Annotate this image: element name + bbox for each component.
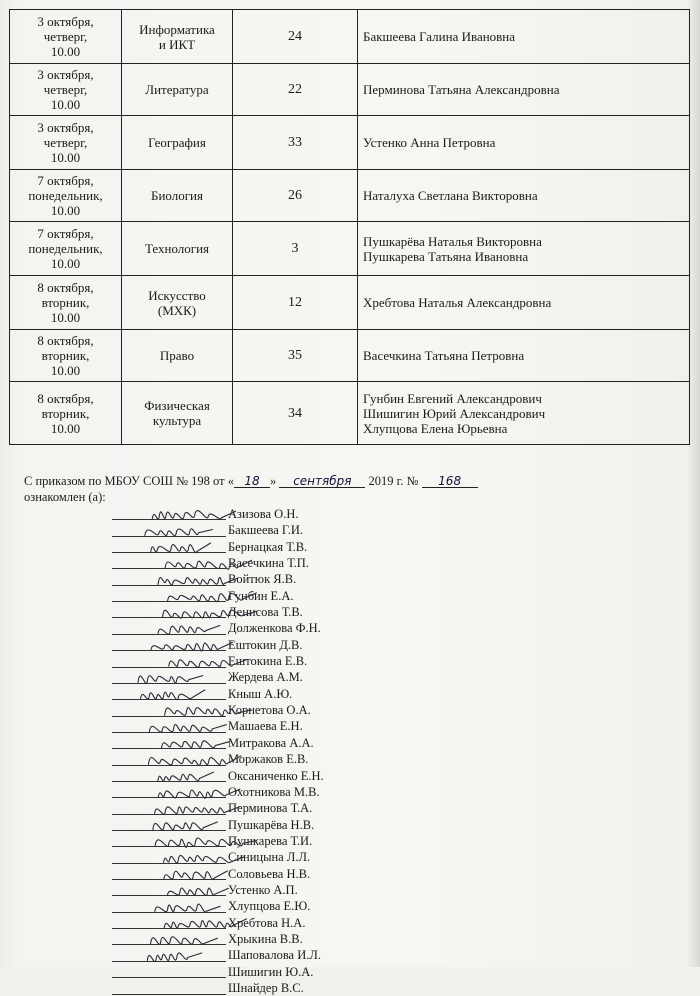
participants-cell bbox=[233, 64, 358, 116]
subject-cell-text: Биология bbox=[150, 188, 203, 203]
signatory-name: Гунбин Е.А. bbox=[228, 588, 294, 603]
date-cell-text: 8 октября, вторник, 10.00 bbox=[37, 333, 94, 378]
date-cell-text: 3 октября, четверг, 10.00 bbox=[37, 14, 94, 59]
signature-line bbox=[112, 814, 226, 815]
signatory-name: Жердева А.М. bbox=[228, 670, 303, 685]
participants-cell bbox=[233, 276, 358, 330]
signatory-name: Ештокин Д.В. bbox=[228, 637, 303, 652]
signature-line bbox=[112, 765, 226, 766]
signature-line bbox=[112, 928, 226, 929]
signature-line bbox=[112, 568, 226, 569]
schedule-row bbox=[10, 222, 690, 276]
signature-line bbox=[112, 699, 226, 700]
subject-cell-text: Литература bbox=[145, 82, 209, 97]
subject-cell bbox=[122, 116, 233, 170]
responsible-cell-text: Устенко Анна Петровна bbox=[363, 135, 496, 150]
signature-line bbox=[112, 601, 226, 602]
signature-line bbox=[112, 912, 226, 913]
responsible-cell bbox=[358, 222, 690, 276]
participants-cell-text: 26 bbox=[288, 188, 302, 203]
signatory-name: Моржаков Е.В. bbox=[228, 752, 309, 767]
schedule-row bbox=[10, 330, 690, 382]
schedule-row bbox=[10, 10, 690, 64]
order-day: 18 bbox=[234, 475, 270, 488]
schedule-row bbox=[10, 64, 690, 116]
signature-line bbox=[112, 863, 226, 864]
signature-line bbox=[112, 716, 226, 717]
responsible-cell bbox=[358, 10, 690, 64]
signatory-name: Васечкина Т.П. bbox=[228, 556, 309, 571]
participants-cell-text: 22 bbox=[288, 82, 302, 97]
signature-line bbox=[112, 732, 226, 733]
signatory-name: Пушкарева Т.И. bbox=[228, 833, 313, 848]
responsible-cell-text: Пушкарёва Наталья Викторовна Пушкарева Татьяна Ивановна bbox=[363, 233, 542, 264]
signature-line bbox=[112, 536, 226, 537]
schedule-row bbox=[10, 382, 690, 445]
signatory-name: Оксаниченко Е.Н. bbox=[228, 768, 324, 783]
signature-line bbox=[112, 977, 226, 978]
date-cell bbox=[10, 222, 122, 276]
signature-line bbox=[112, 879, 226, 880]
date-cell-text: 8 октября, вторник, 10.00 bbox=[37, 390, 94, 436]
date-cell bbox=[10, 64, 122, 116]
signatory-name: Денисова Т.В. bbox=[228, 605, 303, 620]
responsible-cell-text: Бакшеева Галина Ивановна bbox=[363, 29, 516, 44]
signature-line bbox=[112, 552, 226, 553]
order-prefix: С приказом по МБОУ СОШ № 198 от « bbox=[24, 474, 234, 488]
schedule-row bbox=[10, 276, 690, 330]
responsible-cell bbox=[358, 330, 690, 382]
subject-cell-text: Информатика и ИКТ bbox=[139, 21, 215, 52]
order-month: сентября bbox=[279, 475, 365, 488]
signatory-name: Войтюк Я.В. bbox=[228, 572, 297, 587]
participants-cell bbox=[233, 330, 358, 382]
participants-cell bbox=[233, 222, 358, 276]
subject-cell-text: География bbox=[148, 135, 206, 150]
participants-cell-text: 33 bbox=[288, 135, 302, 150]
responsible-cell-text: Наталуха Светлана Викторовна bbox=[363, 188, 538, 203]
signature-line bbox=[112, 781, 226, 782]
signatory-name: Шнайдер В.С. bbox=[228, 980, 304, 995]
signatory-name: Хребтова Н.А. bbox=[228, 915, 306, 930]
order-year: 2019 г. № bbox=[368, 474, 419, 488]
date-cell bbox=[10, 276, 122, 330]
participants-cell-text: 35 bbox=[288, 348, 302, 363]
signatory-name: Соловьева Н.В. bbox=[228, 866, 311, 881]
responsible-cell-text: Перминова Татьяна Александровна bbox=[363, 82, 560, 97]
signatory-name: Бакшеева Г.И. bbox=[228, 523, 304, 538]
order-mid: » bbox=[269, 474, 277, 488]
signatory-name: Шаповалова И.Л. bbox=[228, 948, 321, 963]
subject-cell-text: Право bbox=[159, 348, 195, 363]
responsible-cell-text: Гунбин Евгений Александрович Шишигин Юрий Александрович Хлупцова Елена Юрьевна bbox=[363, 390, 546, 436]
order-reference-line bbox=[24, 474, 478, 489]
responsible-cell-text: Хребтова Наталья Александровна bbox=[363, 295, 552, 310]
signatory-name: Машаева Е.Н. bbox=[228, 719, 303, 734]
subject-cell bbox=[122, 330, 233, 382]
signatory-name: Долженкова Ф.Н. bbox=[228, 621, 321, 636]
signature-line bbox=[112, 683, 226, 684]
signatory-list bbox=[228, 506, 388, 996]
signature-scribble bbox=[151, 937, 218, 945]
participants-cell bbox=[233, 170, 358, 222]
responsible-cell-text: Васечкина Татьяна Петровна bbox=[363, 348, 525, 363]
signatory-name: Устенко А.П. bbox=[228, 882, 298, 897]
participants-cell bbox=[233, 382, 358, 445]
signatory-name: Митракова А.А. bbox=[228, 735, 314, 750]
date-cell-text: 3 октября, четверг, 10.00 bbox=[37, 67, 94, 112]
subject-cell-text: Искусство (МХК) bbox=[148, 287, 206, 318]
signature-line bbox=[112, 895, 226, 896]
schedule-row bbox=[10, 170, 690, 222]
schedule-row bbox=[10, 116, 690, 170]
participants-cell bbox=[233, 116, 358, 170]
signature-scribble bbox=[152, 511, 235, 519]
date-cell-text: 7 октября, понедельник, 10.00 bbox=[28, 226, 103, 271]
signatory-name: Хлупцова Е.Ю. bbox=[228, 899, 311, 914]
schedule-body bbox=[10, 10, 690, 445]
date-cell-text: 8 октября, вторник, 10.00 bbox=[37, 280, 94, 325]
signature-line bbox=[112, 748, 226, 749]
participants-cell-text: 12 bbox=[288, 295, 302, 310]
subject-cell bbox=[122, 170, 233, 222]
acknowledged-label: ознакомлен (а): bbox=[24, 490, 106, 504]
signature-scribble bbox=[153, 822, 217, 830]
order-number: 168 bbox=[422, 475, 478, 488]
subject-cell-text: Технология bbox=[144, 241, 210, 256]
signatory-name: Кныш А.Ю. bbox=[228, 686, 293, 701]
participants-cell bbox=[233, 10, 358, 64]
signature-line bbox=[112, 634, 226, 635]
subject-cell-text: Физическая культура bbox=[144, 398, 210, 428]
date-cell bbox=[10, 330, 122, 382]
signatory-name: Корнетова О.А. bbox=[228, 703, 311, 718]
signature-line bbox=[112, 830, 226, 831]
participants-cell-text: 24 bbox=[288, 29, 302, 44]
signatory-name: Азизова О.Н. bbox=[228, 507, 299, 521]
signature-line bbox=[112, 585, 226, 586]
signature-scribble bbox=[158, 772, 214, 781]
signatory-name: Перминова Т.А. bbox=[228, 801, 313, 816]
signature-scribble bbox=[145, 529, 213, 536]
responsible-cell bbox=[358, 382, 690, 445]
signatory-name: Бернацкая Т.В. bbox=[228, 539, 308, 554]
signature-line bbox=[112, 667, 226, 668]
subject-cell bbox=[122, 276, 233, 330]
subject-cell bbox=[122, 10, 233, 64]
responsible-cell bbox=[358, 170, 690, 222]
signature-line bbox=[112, 944, 226, 945]
date-cell bbox=[10, 170, 122, 222]
signature-scribble bbox=[168, 888, 229, 895]
date-cell-text: 3 октября, четверг, 10.00 bbox=[37, 120, 94, 165]
date-cell bbox=[10, 382, 122, 445]
responsible-cell bbox=[358, 64, 690, 116]
signature-line bbox=[112, 846, 226, 847]
signatory-name: Пушкарёва Н.В. bbox=[228, 817, 315, 832]
signature-line bbox=[112, 961, 226, 962]
date-cell bbox=[10, 116, 122, 170]
participants-cell-text: 3 bbox=[291, 241, 299, 256]
signature-line bbox=[112, 519, 226, 520]
subject-cell bbox=[122, 64, 233, 116]
signatory-name: Шишигин Ю.А. bbox=[228, 964, 314, 979]
signature-line bbox=[112, 617, 226, 618]
responsible-cell bbox=[358, 116, 690, 170]
signature-line bbox=[112, 994, 226, 995]
subject-cell bbox=[122, 382, 233, 445]
signature-line bbox=[112, 797, 226, 798]
responsible-cell bbox=[358, 276, 690, 330]
date-cell-text: 7 октября, понедельник, 10.00 bbox=[28, 173, 103, 218]
date-cell bbox=[10, 10, 122, 64]
signature-line bbox=[112, 650, 226, 651]
olympiad-schedule-table bbox=[9, 9, 690, 445]
signatory-name: Синицына Л.Л. bbox=[228, 850, 311, 865]
signature-scribble bbox=[162, 741, 230, 748]
signatory-name: Хрыкина В.В. bbox=[228, 931, 303, 946]
subject-cell bbox=[122, 222, 233, 276]
participants-cell-text: 34 bbox=[288, 405, 302, 421]
signatory-name: Ештокина Е.В. bbox=[228, 654, 308, 669]
signatory-name: Охотникова М.В. bbox=[228, 784, 320, 799]
